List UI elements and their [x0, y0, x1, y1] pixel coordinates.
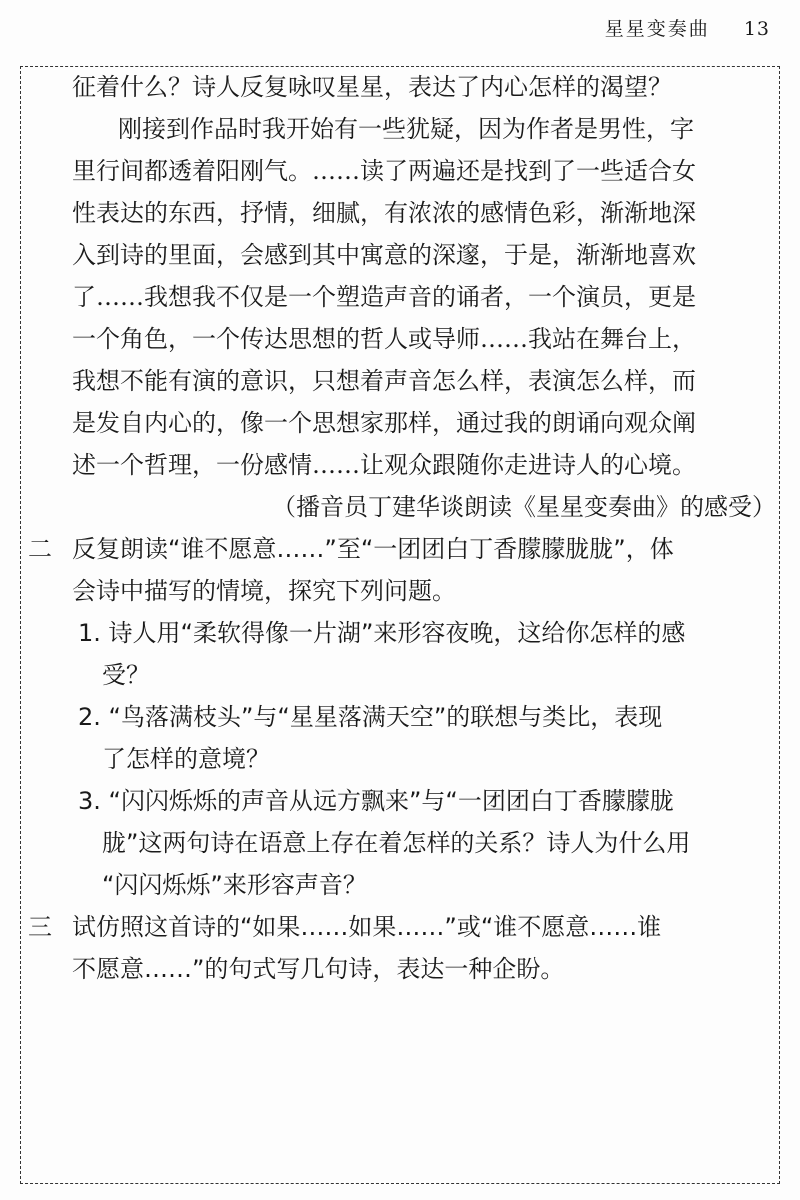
quote-line: 是发自内心的，像一个思想家那样，通过我的朗诵向观众阐	[72, 409, 696, 437]
header-title: 星星变奏曲	[604, 18, 710, 40]
quote-line: 我想不能有演的意识，只想着声音怎么样，表演怎么样，而	[72, 367, 696, 395]
page-number: 13	[743, 18, 770, 40]
quote-line: 一个角色，一个传达思想的哲人或导师……我站在舞台上，	[72, 325, 696, 353]
quote-caption: （播音员丁建华谈朗读《星星变奏曲》的感受）	[272, 493, 776, 521]
page-body	[20, 66, 780, 990]
section-text-line: 试仿照这首诗的“如果……如果……”或“谁不愿意……谁	[72, 913, 662, 941]
section-number: 二	[28, 535, 52, 563]
section-2-head	[20, 528, 780, 570]
running-header	[605, 14, 770, 41]
question-line: 3. “闪闪烁烁的声音从远方飘来”与“一团团白丁香朦朦胧	[78, 787, 674, 815]
section-3-head	[20, 906, 780, 948]
section-text-line: 反复朗读“谁不愿意……”至“一团团白丁香朦朦胧胧”，体	[72, 535, 674, 563]
quote-line: 里行间都透着阳刚气。……读了两遍还是找到了一些适合女	[72, 157, 696, 185]
question-line: “闪闪烁烁”来形容声音？	[102, 871, 367, 899]
quote-line: 述一个哲理，一份感情……让观众跟随你走进诗人的心境。	[72, 451, 696, 479]
quote-line: 入到诗的里面，会感到其中寓意的深邃，于是，渐渐地喜欢	[72, 241, 696, 269]
question-line: 受？	[102, 661, 150, 689]
quote-block	[20, 108, 780, 528]
quote-line: 性表达的东西，抒情，细腻，有浓浓的感情色彩，渐渐地深	[72, 199, 696, 227]
question-line: 了怎样的意境？	[102, 745, 270, 773]
section-text-line: 不愿意……”的句式写几句诗，表达一种企盼。	[72, 955, 565, 983]
section-2	[20, 528, 780, 906]
section-3	[20, 906, 780, 990]
intro-tail-line: 征着什么？诗人反复咏叹星星，表达了内心怎样的渴望？	[72, 73, 672, 101]
question-line: 胧”这两句诗在语意上存在着怎样的关系？诗人为什么用	[102, 829, 691, 857]
quote-line: 了……我想我不仅是一个塑造声音的诵者，一个演员，更是	[72, 283, 696, 311]
section-text-line: 会诗中描写的情境，探究下列问题。	[72, 577, 456, 605]
section-number: 三	[28, 913, 52, 941]
quote-line: 刚接到作品时我开始有一些犹疑，因为作者是男性，字	[118, 115, 694, 143]
question-line: 2. “鸟落满枝头”与“星星落满天空”的联想与类比，表现	[78, 703, 663, 731]
question-line: 1. 诗人用“柔软得像一片湖”来形容夜晚，这给你怎样的感	[78, 619, 686, 647]
